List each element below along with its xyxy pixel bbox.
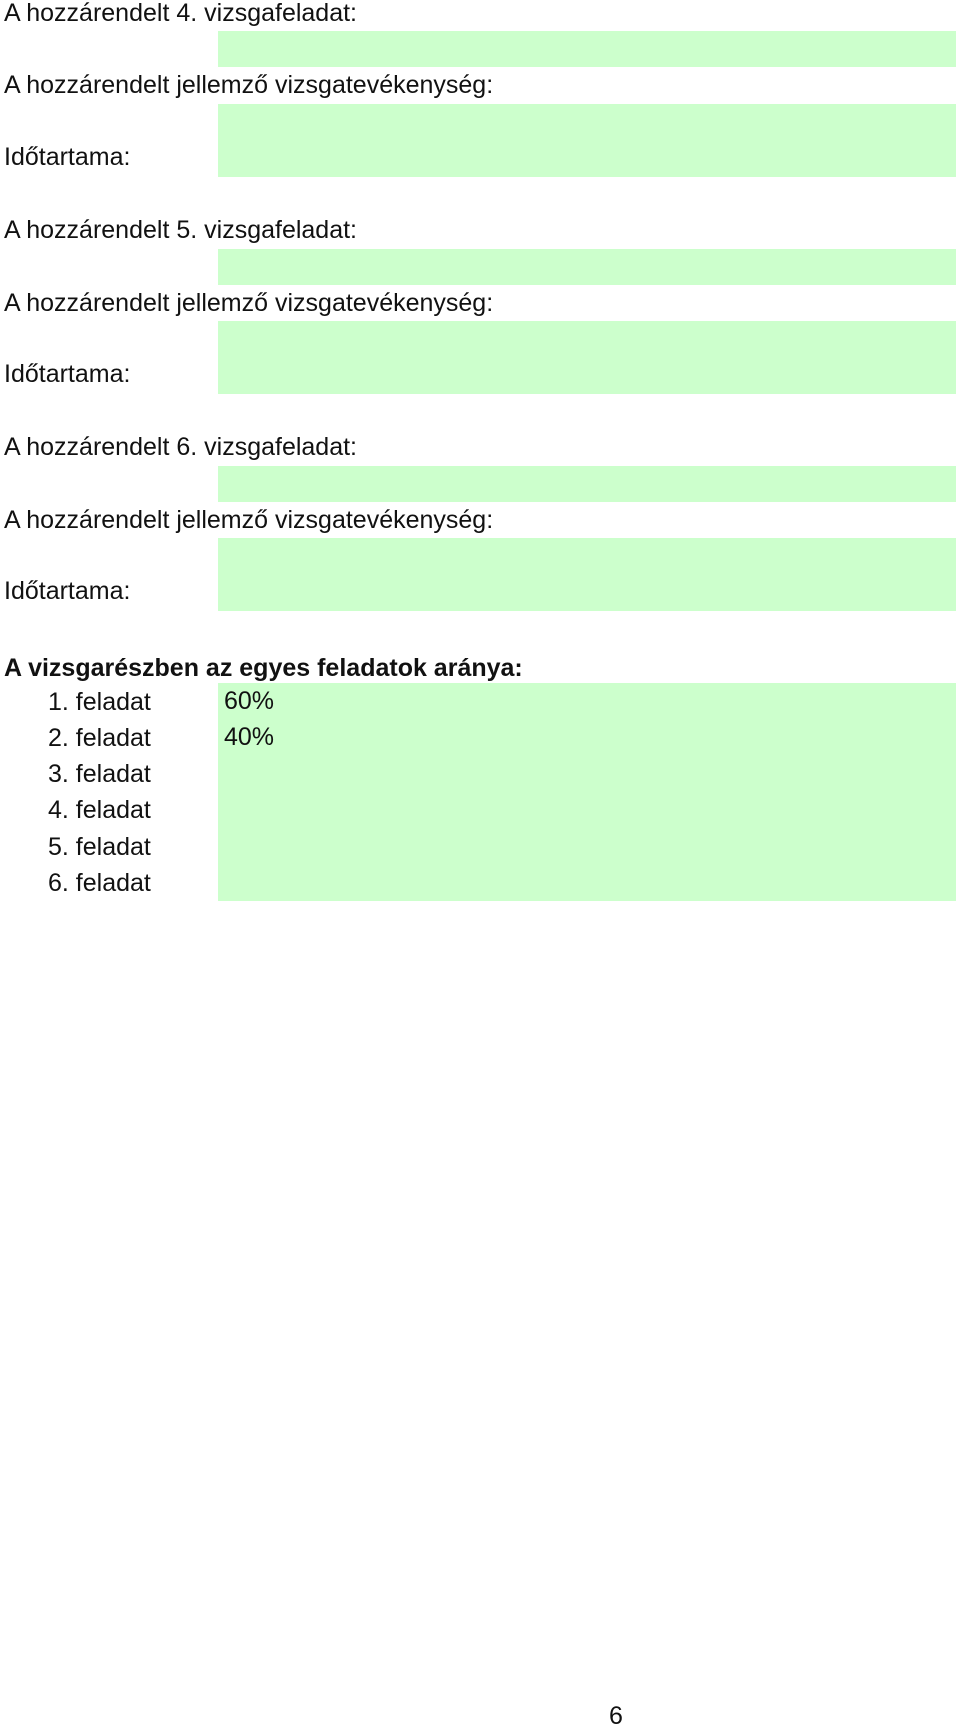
ratio-row-1-value: 60%	[224, 687, 275, 715]
ratio-values-field[interactable]	[218, 683, 956, 901]
ratio-row-3-label: 3. feladat	[48, 760, 151, 788]
ratio-row-2-label: 2. feladat	[48, 724, 151, 752]
task-5-label: A hozzárendelt 5. vizsgafeladat:	[4, 216, 358, 244]
task-4-label: A hozzárendelt 4. vizsgafeladat:	[4, 0, 358, 27]
task-5-field[interactable]	[218, 249, 956, 285]
task-6-activity-label: A hozzárendelt jellemző vizsgatevékenység:	[4, 506, 494, 534]
task-6-label: A hozzárendelt 6. vizsgafeladat:	[4, 433, 358, 461]
task-4-field[interactable]	[218, 31, 956, 67]
task-6-activity-duration-field[interactable]	[218, 538, 956, 611]
ratio-row-4-label: 4. feladat	[48, 796, 151, 824]
ratio-row-1-label: 1. feladat	[48, 688, 151, 716]
task-5-activity-label: A hozzárendelt jellemző vizsgatevékenység:	[4, 289, 494, 317]
ratio-row-5-label: 5. feladat	[48, 833, 151, 861]
task-4-duration-label: Időtartama:	[4, 143, 131, 171]
ratio-row-2-value: 40%	[224, 723, 275, 751]
task-6-field[interactable]	[218, 466, 956, 502]
page-number: 6	[609, 1702, 623, 1730]
ratio-heading: A vizsgarészben az egyes feladatok aránya:	[4, 654, 523, 682]
task-5-duration-label: Időtartama:	[4, 360, 131, 388]
task-5-activity-duration-field[interactable]	[218, 321, 956, 394]
task-4-activity-duration-field[interactable]	[218, 104, 956, 177]
task-6-duration-label: Időtartama:	[4, 577, 131, 605]
task-4-activity-label: A hozzárendelt jellemző vizsgatevékenység:	[4, 71, 494, 99]
ratio-row-6-label: 6. feladat	[48, 869, 151, 897]
